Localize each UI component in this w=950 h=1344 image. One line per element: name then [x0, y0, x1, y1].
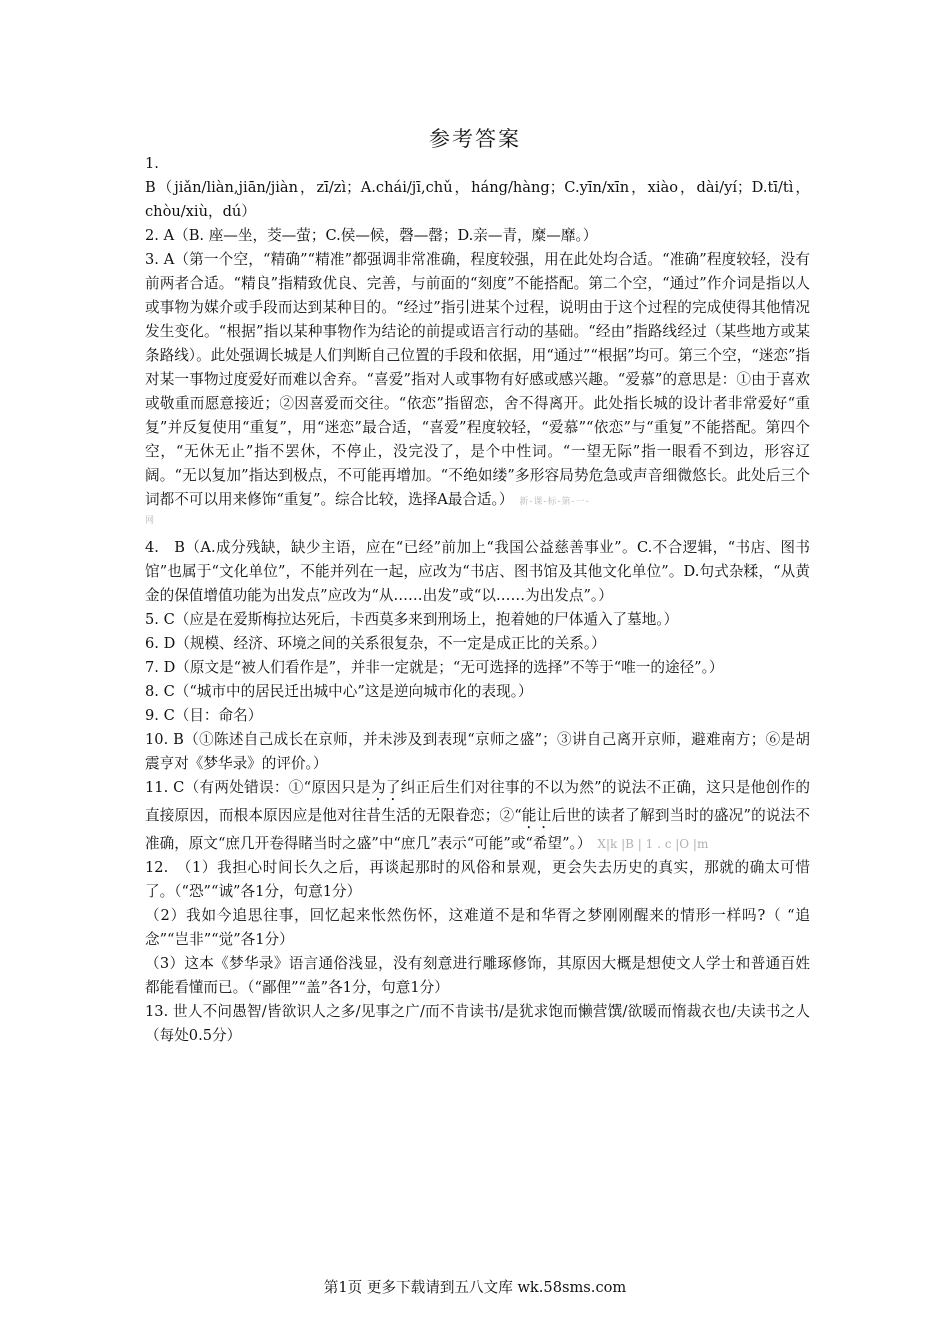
answer-8: 8. C（“城市中的居民迁出城中心”这是逆向城市化的表现。） — [145, 683, 533, 700]
answer-2: 2. A（B. 座—坐，茭—萤；C.侯—候，磬—罄；D.亲—青，糜—靡。） — [145, 227, 598, 244]
answer-3-text: 3. A（第一个空，“精确”“精准”都强调非常准确，程度较强，用在此处均合适。“准确”程度较轻，没有前两者合适。“精良”指精致优良、完善，与前面的“刻度”不能搭配。第二个空，“通过”作介词是指以人或事物为媒介或手段而达到某种目的。“经过”指引进某个过程，说明由于这个过程的完成使得其他情况发生变化。“根据”指以某种事物作为结论的前提或语言行动的基础。“经由”指路线经过（某些地方或某条路线）。此处强调长城是人们判断自己位置的手段和依据，用“通过”“根据”均可。第三个空，“迷恋”指对某一事物过度爱好而难以舍弃。“喜爱”指对人或事物有好感或感兴趣。“爱慕”的意思是：①由于喜欢或敬重而愿意接近；②因喜爱而交往。“依恋”指留恋，舍不得离开。此处指长城的设计者非常爱好“重复”并反复使用“重复”，用“迷恋”最合适，“喜爱”程度较轻，“爱慕”“依恋”与“重复”不能搭配。第四个空，“无休无止”指不罢休，不停止，没完没了，是个中性词。“一望无际”指一眼看不到边，形容辽阔。“无以复加”指达到极点，不可能再增加。“不绝如缕”多形容局势危急或声音细微悠长。此处后三个词都不可以用来修饰“重复”。综合比较，选择A最合适。） — [145, 251, 810, 508]
answer-1-number: 1. — [145, 155, 159, 172]
answer-4: 4. B（A.成分残缺，缺少主语，应在“已经”前加上“我国公益慈善事业”。C.不合逻辑，“书店、图书馆”也属于“文化单位”，不能并列在一起，应改为“书店、图书馆及其他文化单位”。D.句式杂糅，“从黄金的保值增值功能为出发点”应改为“从……出发”或“以……为出发点”。） — [145, 539, 810, 604]
answer-11-emphasis-2: 能让 — [521, 807, 552, 824]
answer-12-1: 12. （1）我担心时间长久之后，再谈起那时的风俗和景观，更会失去历史的真实，那就的确太可惜了。（“恐”“诚”各1分，句意1分） — [145, 859, 810, 900]
answer-11-part-b: 纠正后生们对往事的不以为然”的说法不正确，这只是他创作的直接原因，而根本原因应是他对往昔生活的无限眷恋；②“ — [145, 779, 810, 824]
answer-6: 6. D（规模、经济、环境之间的关系很复杂，不一定是成正比的关系。） — [145, 635, 606, 652]
page-footer: 第1页 更多下载请到五八文库 wk.58sms.com — [323, 1279, 627, 1296]
watermark-text: 新-课-标-第-一- — [519, 497, 590, 507]
answer-7: 7. D（原文是“被人们看作是”，并非一定就是；“无可选择的选择”不等于“唯一的途径”。） — [145, 659, 724, 676]
answer-11-part-c: 后世的读者了解到当时的盛况”的说法不准确，原文“庶几开卷得睹当时之盛”中“庶几”表示“可能”或“希望”。） — [145, 807, 810, 852]
answer-12-3: （3）这本《梦华录》语言通俗浅显，没有刻意进行雕琢修饰，其原因大概是想使文人学士和普通百姓都能看懂而已。（“鄙俚”“盖”各1分，句意1分） — [145, 955, 810, 996]
answer-12-2: （2）我如今追思往事，回忆起来怅然伤怀，这难道不是和华胥之梦刚刚醒来的情形一样吗?（ “追念”“岂非”“觉”各1分） — [145, 907, 810, 948]
page-title: 参考答案 — [429, 127, 521, 151]
watermark-text-2: 网 — [145, 516, 155, 526]
answer-9: 9. C（目：命名） — [145, 707, 263, 724]
answer-11-emphasis-1: 为了 — [370, 779, 401, 796]
watermark-text-3: X|k |B | 1 . c |O |m — [597, 837, 709, 851]
answer-5: 5. C（应是在爱斯梅拉达死后，卡西莫多来到刑场上，抱着她的尸体遁入了墓地。） — [145, 611, 679, 628]
answer-body — [145, 152, 810, 1048]
answer-11 — [145, 776, 810, 856]
answer-3 — [145, 248, 810, 514]
answer-11-part-a: 11. C（有两处错误：①“原因只是 — [145, 779, 371, 796]
answer-10: 10. B（①陈述自己成长在京师，并未涉及到表现“京师之盛”；③讲自己离开京师，避难南方；⑥是胡震亨对《梦华录》的评价。） — [145, 731, 810, 772]
answer-13: 13. 世人不问愚智/皆欲识人之多/见事之广/而不肯读书/是犹求饱而懒营馔/欲暖而惰裁衣也/夫读书之人（每处0.5分） — [145, 1003, 810, 1044]
answer-1: B（jiǎn/liàn,jiān/jiàn，zī/zì；A.chái/jī,chǔ，háng/hàng；C.yīn/xīn，xiào，dài/yí；D.tī/tì，chòu/xiù，dú） — [145, 179, 810, 220]
